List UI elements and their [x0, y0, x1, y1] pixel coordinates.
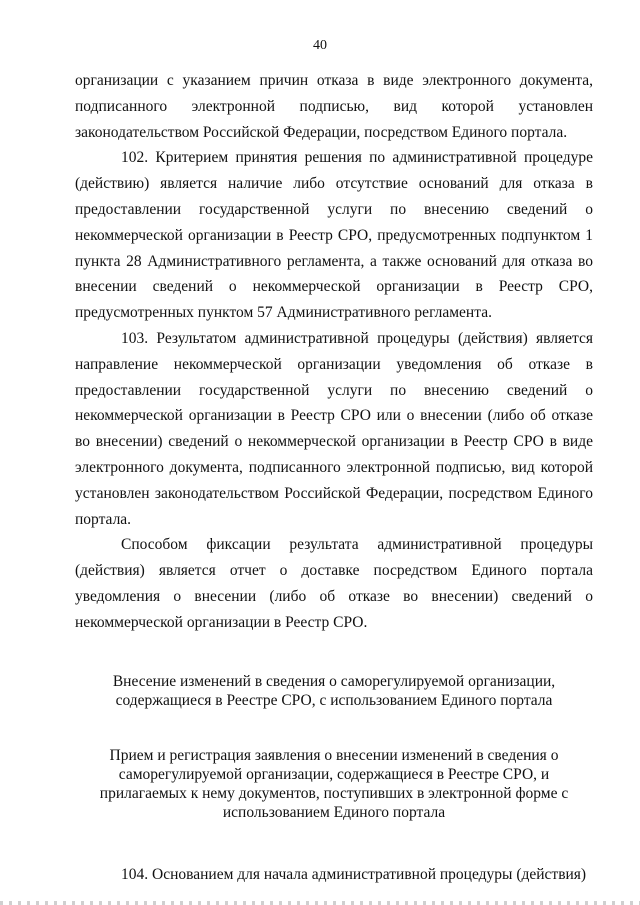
paragraph-102: 102. Критерием принятия решения по административной процедуре (действию) является наличие либо отсутствие оснований для отказа в предоставлении государственной услуги по внесению сведений о некоммерческой организации в Реестр СРО, предусмотренных подпунктом 1 пункта 28 Административного регламента, а также оснований для отказа во внесении сведений о некоммерческой организации в Реестр СРО, предусмотренных пунктом 57 Административного регламента.: [75, 149, 593, 322]
page-number: 40: [313, 38, 327, 53]
section-heading: Внесение изменений в сведения о саморегулируемой организации, содержащиеся в Реестре СРО, с использованием Единого портала: [112, 672, 556, 709]
paragraph-continuation: организации с указанием причин отказа в виде электронного документа, подписанного электронной подписью, вид которой установлен законодательством Российской Федерации, посредством Единого портала.: [75, 72, 593, 141]
subsection-heading: Прием и регистрация заявления о внесении изменений в сведения о саморегулируемой организации, содержащиеся в Реестре СРО, и прилагаемых к нему документов, поступивших в электронной форме с использованием Единого портала: [99, 746, 569, 821]
document-body: [75, 68, 593, 887]
scan-edge-artifact: [0, 901, 640, 905]
paragraph-fixation: Способом фиксации результата административной процедуры (действия) является отчет о доставке посредством Единого портала уведомления о внесении (либо об отказе во внесении) сведений о некоммерческой организации в Реестр СРО.: [75, 536, 593, 631]
paragraph-104: 104. Основанием для начала административной процедуры (действия): [121, 865, 587, 883]
paragraph-103: 103. Результатом административной процедуры (действия) является направление некоммерческой организации уведомления об отказе в предоставлении государственной услуги по внесению сведений о некоммерческой организации в Реестр СРО или о внесении (либо об отказе во внесении) сведений о некоммерческой организации в Реестр СРО в виде электронного документа, подписанного электронной подписью, вид которой установлен законодательством Российской Федерации, посредством Единого портала.: [75, 329, 593, 528]
